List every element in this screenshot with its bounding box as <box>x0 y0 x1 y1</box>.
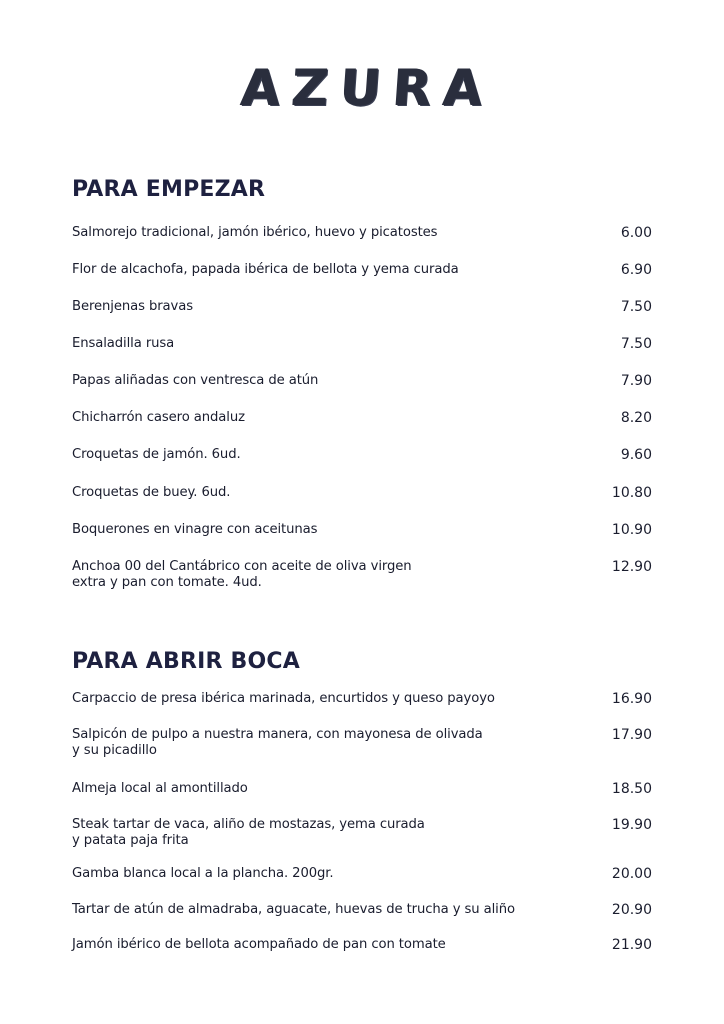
menu-item <box>72 373 652 409</box>
menu-item-name: Flor de alcachofa, papada ibérica de bellota y yema curada <box>72 262 459 277</box>
menu-item <box>72 727 652 763</box>
menu-item <box>72 937 652 973</box>
menu-item-price: 9.60 <box>620 447 652 463</box>
section-title-para-abrir-boca: PARA ABRIR BOCA <box>72 649 300 674</box>
menu-item-name: Papas aliñadas con ventresca de atún <box>72 373 319 388</box>
menu-item <box>72 336 652 372</box>
menu-item-name: Steak tartar de vaca, aliño de mostazas, yema curada y patata paja frita <box>72 817 425 848</box>
menu-item <box>72 817 652 853</box>
menu-item-price: 18.50 <box>611 781 652 797</box>
section-title-para-empezar: PARA EMPEZAR <box>72 177 266 202</box>
menu-item <box>72 691 652 727</box>
menu-item-name: Jamón ibérico de bellota acompañado de pan con tomate <box>72 937 446 952</box>
menu-item-price: 20.00 <box>611 866 652 882</box>
menu-item-price: 6.90 <box>620 262 652 278</box>
menu-item-name: Boquerones en vinagre con aceitunas <box>72 522 318 537</box>
menu-item <box>72 225 652 261</box>
menu-item-name: Ensaladilla rusa <box>72 336 175 351</box>
menu-item-name: Anchoa 00 del Cantábrico con aceite de oliva virgen extra y pan con tomate. 4ud. <box>72 559 412 590</box>
menu-item-price: 10.80 <box>611 485 652 501</box>
menu-item-name: Tartar de atún de almadraba, aguacate, huevas de trucha y su aliño <box>72 902 515 917</box>
menu-item <box>72 299 652 335</box>
menu-item-price: 7.50 <box>620 336 652 352</box>
menu-item-price: 7.50 <box>620 299 652 315</box>
menu-item <box>72 781 652 817</box>
menu-item-price: 19.90 <box>611 817 652 833</box>
menu-item-name: Salmorejo tradicional, jamón ibérico, huevo y picatostes <box>72 225 438 240</box>
menu-item <box>72 410 652 446</box>
menu-item <box>72 485 652 521</box>
menu-item <box>72 902 652 938</box>
menu-item-name: Almeja local al amontillado <box>72 781 248 796</box>
restaurant-logo: AZURA <box>239 59 497 117</box>
menu-item <box>72 262 652 298</box>
menu-item-price: 16.90 <box>611 691 652 707</box>
menu-item-price: 7.90 <box>620 373 652 389</box>
menu-item <box>72 522 652 558</box>
menu-item <box>72 866 652 902</box>
menu-item-price: 12.90 <box>611 559 652 575</box>
menu-item-name: Chicharrón casero andaluz <box>72 410 245 425</box>
menu-item-price: 8.20 <box>620 410 652 426</box>
menu-item-price: 6.00 <box>620 225 652 241</box>
menu-item-name: Berenjenas bravas <box>72 299 193 314</box>
menu-item-name: Salpicón de pulpo a nuestra manera, con mayonesa de olivada y su picadillo <box>72 727 483 758</box>
menu-item-price: 10.90 <box>611 522 652 538</box>
menu-item <box>72 559 652 595</box>
menu-item <box>72 447 652 483</box>
menu-item-name: Carpaccio de presa ibérica marinada, encurtidos y queso payoyo <box>72 691 495 706</box>
menu-item-name: Gamba blanca local a la plancha. 200gr. <box>72 866 334 881</box>
menu-item-price: 17.90 <box>611 727 652 743</box>
menu-item-price: 20.90 <box>611 902 652 918</box>
menu-item-price: 21.90 <box>611 937 652 953</box>
menu-item-name: Croquetas de buey. 6ud. <box>72 485 231 500</box>
menu-item-name: Croquetas de jamón. 6ud. <box>72 447 241 462</box>
